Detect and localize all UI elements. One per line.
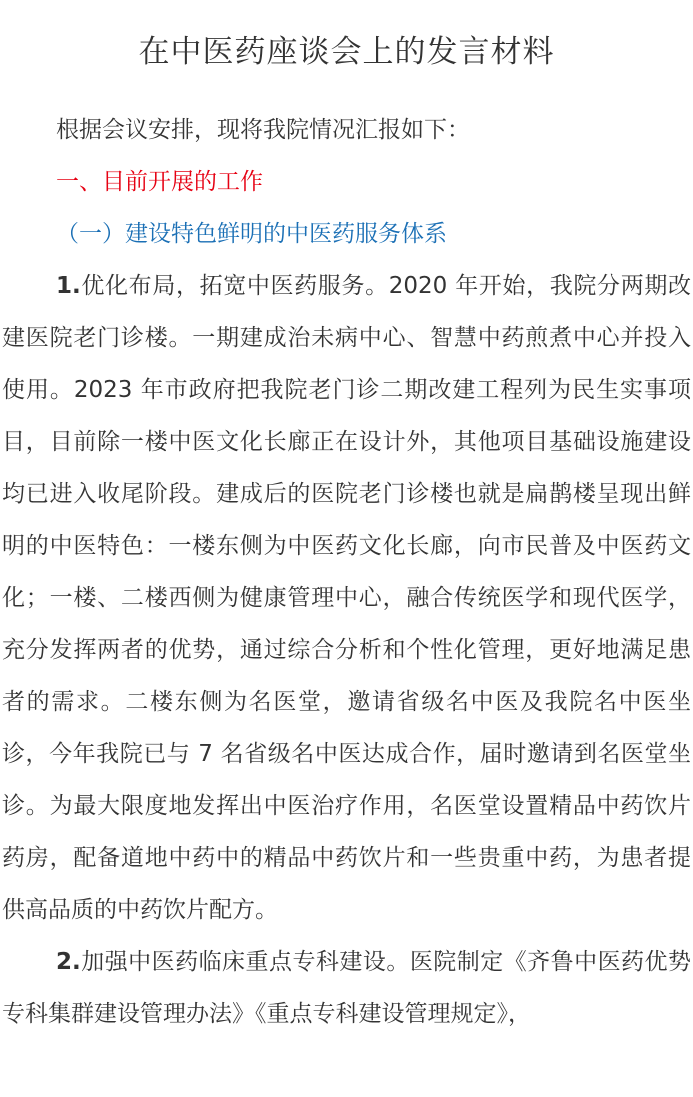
paragraph-item-2 (0, 936, 693, 1040)
subsection-heading: （一）建设特色鲜明的中医药服务体系 (56, 221, 447, 247)
item-text: 加强中医药临床重点专科建设。医院制定《齐鲁中医药优势专科集群建设管理办法》《重点专科建设管理规定》， (2, 949, 691, 1027)
page-title: 在中医药座谈会上的发言材料 (138, 34, 555, 70)
document-body (0, 104, 693, 1040)
item-text: 优化布局，拓宽中医药服务。2020 年开始，我院分两期改建医院老门诊楼。一期建成治未病中心、智慧中药煎煮中心并投入使用。2023 年市政府把我院老门诊二期改建工程列为民生实事项目，目前除一楼中医文化长廊正在设计外，其他项目基础设施建设均已进入收尾阶段。建成后的医院老门诊楼也就是扁鹊楼呈现出鲜明的中医特色：一楼东侧为中医药文化长廊，向市民普及中医药文化；一楼、二楼西侧为健康管理中心，融合传统医学和现代医学，充分发挥两者的优势，通过综合分析和个性化管理，更好地满足患者的需求。二楼东侧为名医堂，邀请省级名中医及我院名中医坐诊，今年我院已与 7 名省级名中医达成合作，届时邀请到名医堂坐诊。为最大限度地发挥出中医治疗作用，名医堂设置精品中药饮片药房，配备道地中药中的精品中药饮片和一些贵重中药，为患者提供高品质的中药饮片配方。 (2, 273, 691, 923)
paragraph-item-1 (0, 260, 693, 936)
item-number: 2. (56, 949, 81, 975)
section-heading: 一、目前开展的工作 (56, 169, 263, 195)
item-number: 1. (56, 273, 81, 299)
intro-paragraph: 根据会议安排，现将我院情况汇报如下： (56, 117, 470, 143)
